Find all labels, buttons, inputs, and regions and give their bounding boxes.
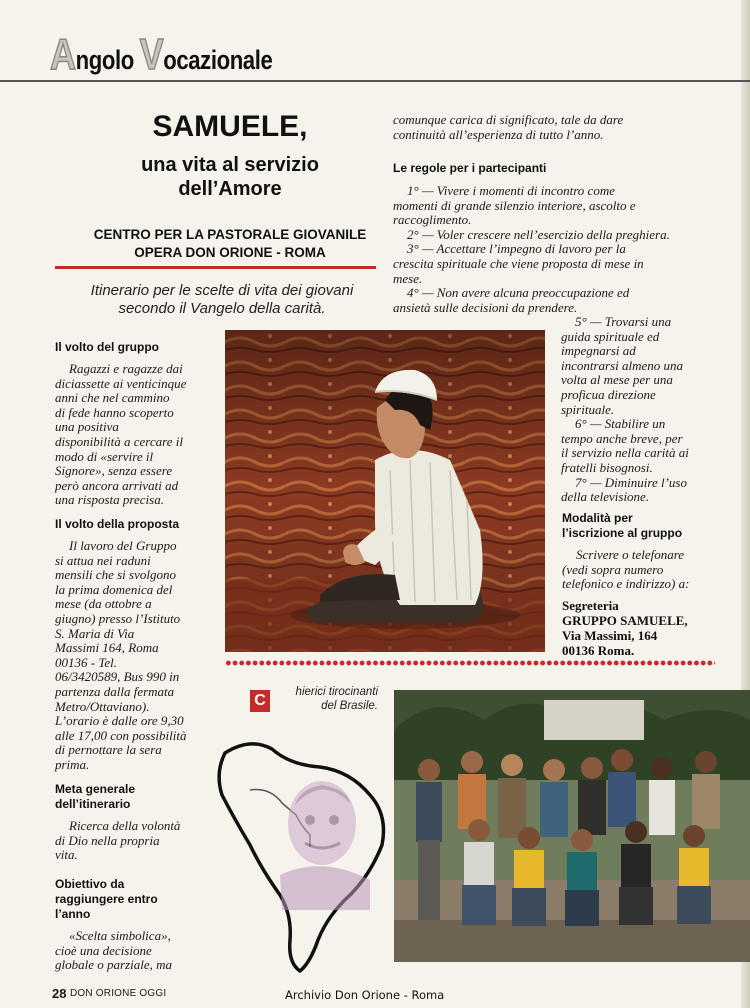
para-line: Signore», senza essere	[55, 463, 173, 479]
rule-line: crescita spirituale che viene proposta di mese in	[393, 255, 644, 271]
rule-line: 6° — Stabilire un	[575, 416, 666, 432]
para-proposal-face	[55, 539, 220, 773]
heading-line: l’anno	[55, 907, 91, 921]
para-line: Ricerca della volontà	[69, 818, 181, 833]
photo-group-brazil	[394, 690, 750, 962]
heading-line: raggiungere entro	[55, 892, 158, 906]
para-line: partenza dalla fermata	[55, 683, 175, 699]
dotted-divider	[225, 660, 715, 666]
praying-boy-illustration	[225, 330, 545, 652]
heading-general-goal	[55, 782, 135, 812]
archive-credit: Archivio Don Orione - Roma	[285, 988, 445, 1002]
para-line: la prima domenica del	[55, 581, 173, 597]
rule-line: 2° — Voler crescere nell’esercizio della preghiera.	[407, 226, 670, 242]
para-line: di fede hanno scoperto	[55, 404, 174, 420]
para-line: comunque carica di significato, tale da dare	[393, 112, 624, 127]
para-line: «Scelta simbolica»,	[69, 928, 171, 943]
rule-line: ansietà sulle decisioni da prendere.	[393, 299, 578, 315]
para-line: disponibilità a cercare il	[55, 433, 183, 449]
heading-line: l’iscrizione al gruppo	[562, 526, 683, 540]
para-line: Scrivere o telefonare	[576, 547, 685, 562]
organization	[55, 226, 405, 262]
para-line: Metro/Ottaviano).	[55, 698, 150, 714]
para-line: continuità all’esperienza di tutto l’anno.	[393, 126, 604, 142]
para-line: mese (da ottobre a	[55, 596, 152, 612]
para-line: Massimi 164, Roma	[55, 640, 159, 656]
photo-praying-boy	[225, 330, 545, 652]
south-america-map	[210, 735, 390, 975]
para-line: si attua nei raduni	[55, 552, 151, 568]
rule-line: spirituale.	[561, 401, 615, 417]
para-group-face	[55, 362, 220, 508]
rule-line: volta al mese per una	[561, 372, 673, 388]
para-line: però ancora arrivati ad	[55, 477, 179, 493]
section-initial-a: A	[50, 30, 76, 79]
para-line: diciassette ai venticinque	[55, 375, 187, 391]
heading-line: Modalità per	[562, 511, 633, 525]
heading-year-objective	[55, 877, 158, 922]
para-line: giugno) presso l’Istituto	[55, 610, 181, 626]
para-line: L’orario è dalle ore 9,30	[55, 713, 184, 729]
rule-line: raccoglimento.	[393, 212, 472, 228]
rule-line: 3° — Accettare l’impegno di lavoro per la	[407, 241, 626, 257]
org-line: OPERA DON ORIONE - ROMA	[134, 245, 326, 260]
header-rule	[0, 80, 750, 82]
rule-line: il servizio nella carità ai	[561, 445, 689, 461]
rules-list-wide	[393, 184, 723, 315]
heading-line: Obiettivo da	[55, 877, 125, 891]
para-line: di Dio nella propria	[55, 832, 160, 848]
org-line: CENTRO PER LA PASTORALE GIOVANILE	[93, 227, 367, 242]
title-divider	[55, 266, 376, 269]
para-line: cioè una decisione	[55, 942, 152, 958]
rule-line: 4° — Non avere alcuna preoccupazione ed	[407, 285, 630, 301]
address-line: Via Massimi, 164	[562, 628, 658, 643]
para-line: prima.	[55, 756, 90, 772]
heading-line: dell’itinerario	[55, 797, 131, 811]
para-line: alle 17,00 con possibilità	[55, 727, 187, 743]
para-general-goal	[55, 819, 220, 863]
para-line: S. Maria di Via	[55, 625, 135, 641]
heading-line: Meta generale	[55, 782, 136, 796]
rule-line: 5° — Trovarsi una	[575, 314, 672, 329]
para-line: anni che nel cammino	[55, 390, 170, 406]
heading-rules: Le regole per i partecipanti	[393, 161, 547, 175]
heading-group-face: Il volto del gruppo	[55, 340, 159, 354]
map-illustration	[210, 735, 390, 975]
rule-line: guida spirituale ed	[561, 328, 660, 344]
rule-line: proficua direzione	[561, 386, 656, 402]
para-line: vita.	[55, 847, 78, 863]
section-word-2: ocazionale	[163, 45, 273, 75]
section-title	[50, 30, 272, 80]
rule-line: incontrarsi almeno una	[561, 357, 684, 373]
subtitle-line: una vita al servizio	[141, 154, 319, 176]
para-line: 06/3420589, Bus 990 in	[55, 669, 180, 685]
para-line: modo di «servire il	[55, 448, 154, 464]
intro-line: secondo il Vangelo della carità.	[118, 300, 326, 317]
para-line: una risposta precisa.	[55, 492, 164, 508]
continued-text	[393, 113, 723, 142]
enrollment-text	[562, 548, 727, 592]
para-line: Il lavoro del Gruppo	[69, 538, 177, 553]
para-line: una positiva	[55, 419, 119, 435]
address-line: 00136 Roma.	[562, 643, 635, 658]
caption-initial: C	[250, 690, 270, 712]
page-number: 28	[52, 986, 67, 1001]
para-year-objective	[55, 929, 220, 973]
portrait-sketch	[280, 781, 370, 910]
magazine-name: DON ORIONE OGGI	[70, 988, 167, 999]
para-line: globale o parziale, ma	[55, 957, 172, 973]
intro-line: Itinerario per le scelte di vita dei giovani	[90, 282, 354, 299]
photo-caption	[276, 685, 378, 713]
para-line: mensili che si svolgono	[55, 567, 176, 583]
heading-enrollment	[562, 511, 682, 541]
article-title: SAMUELE,	[152, 110, 308, 143]
rule-line: 7° — Diminuire l’uso	[575, 474, 687, 490]
postal-address	[562, 598, 732, 658]
rule-line: momenti di grande silenzio interiore, ascolto e	[393, 197, 636, 213]
para-line: Ragazzi e ragazze dai	[69, 361, 183, 376]
caption-line: del Brasile.	[321, 700, 378, 712]
para-line: (vedi sopra numero	[562, 561, 664, 577]
section-word-1: ngolo	[75, 45, 140, 75]
para-line: telefonico e indirizzo) a:	[562, 576, 690, 592]
address-line: GRUPPO SAMUELE,	[562, 613, 688, 628]
rule-line: mese.	[393, 270, 423, 286]
rules-list-narrow	[561, 315, 726, 505]
rule-line: tempo anche breve, per	[561, 430, 683, 446]
heading-proposal-face: Il volto della proposta	[55, 517, 180, 531]
rule-line: della televisione.	[561, 489, 650, 505]
article-subtitle	[60, 153, 400, 201]
rule-line: fratelli bisognosi.	[561, 459, 653, 475]
article-intro	[52, 282, 392, 318]
rule-line: 1° — Vivere i momenti di incontro come	[407, 183, 615, 198]
para-line: 00136 - Tel.	[55, 654, 117, 670]
rule-line: impegnarsi ad	[561, 343, 636, 359]
section-initial-v: V	[139, 30, 164, 79]
address-line: Segreteria	[562, 598, 619, 613]
subtitle-line: dell’Amore	[178, 178, 282, 200]
para-line: di pernottare la sera	[55, 742, 162, 758]
group-photo-illustration	[394, 690, 750, 962]
caption-line: hierici tirocinanti	[295, 686, 378, 698]
